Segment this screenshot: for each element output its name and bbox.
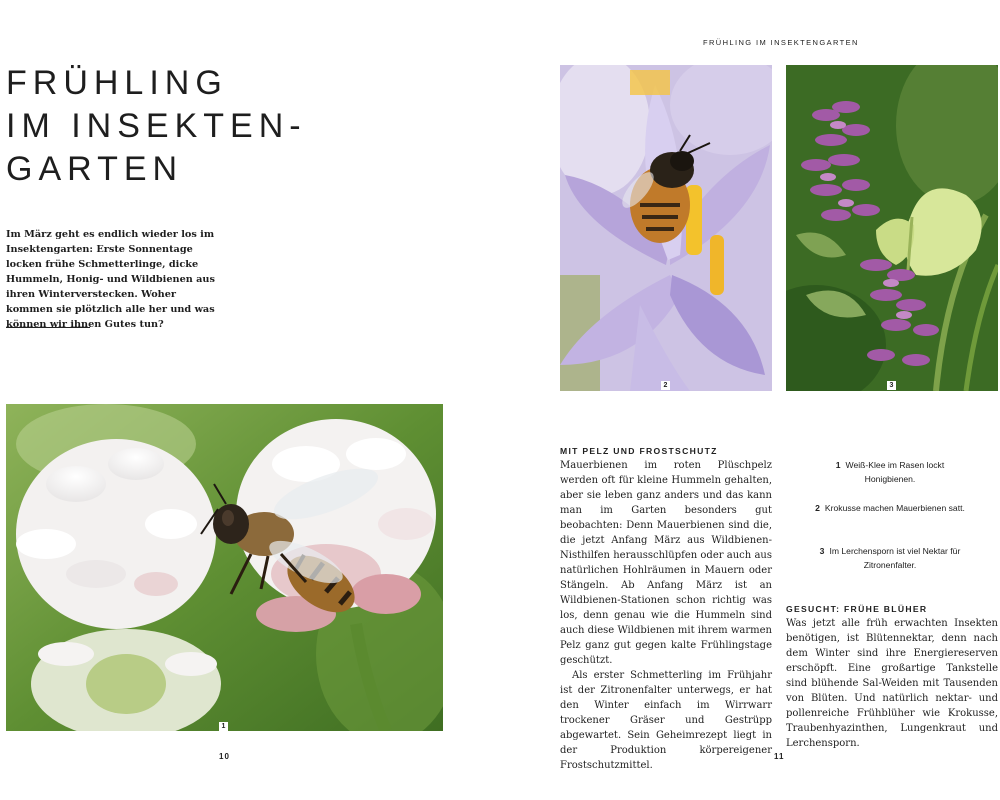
running-head: FRÜHLING IM INSEKTENGARTEN bbox=[703, 38, 859, 47]
title-line-3: GARTEN bbox=[6, 150, 184, 188]
caption-3-number: 3 bbox=[819, 546, 825, 556]
photo-number-1: 1 bbox=[219, 722, 228, 731]
caption-2 bbox=[810, 501, 970, 515]
section-heading-blueher: GESUCHT: FRÜHE BLÜHER bbox=[786, 604, 928, 614]
photo-number-3: 3 bbox=[887, 381, 896, 390]
photo-bee-crocus bbox=[560, 65, 772, 391]
title-line-1: FRÜHLING bbox=[6, 64, 228, 102]
caption-3 bbox=[810, 544, 970, 572]
caption-1 bbox=[810, 458, 970, 486]
page-title bbox=[6, 62, 307, 191]
page-number-left: 10 bbox=[219, 752, 230, 761]
section-body-blueher bbox=[786, 616, 998, 751]
caption-2-text: Krokusse machen Mauerbienen satt. bbox=[824, 503, 965, 513]
section-heading-pelz: MIT PELZ UND FROSTSCHUTZ bbox=[560, 446, 718, 456]
section-body-pelz bbox=[560, 458, 772, 773]
section-pelz-paragraph-2: Als erster Schmetterling im Frühjahr ist der Zitronenfalter unterwegs, er hat den Winter einfach im Wirrwarr trockener Gräser und Gestrüpp abgewartet. Sein Geheimrezept liegt in der Produktion körpereigener Frostschutzmittel. bbox=[560, 670, 772, 771]
section-blueher-paragraph-1: Was jetzt alle früh erwachten Insekten benötigen, ist Blütennektar, denn nach dem Winter sind ihre Energiereserven erschöpft. Eine großartige Tankstelle sind blühende Sal-Weiden mit Tausenden von Blüten. Und natürlich nektar- und pollenreiche Frühblüher wie Krokusse, Traubenhyazinthen, Lungenkraut und Lerchensporn. bbox=[786, 618, 998, 749]
photo-bee-crocus-image bbox=[560, 65, 772, 391]
photo-bee-clover-image bbox=[6, 404, 443, 731]
photo-number-2: 2 bbox=[661, 381, 670, 390]
caption-1-number: 1 bbox=[835, 460, 841, 470]
caption-2-number: 2 bbox=[815, 503, 820, 513]
photo-bee-clover bbox=[6, 404, 443, 731]
caption-1-text: Weiß-Klee im Rasen lockt Honigbienen. bbox=[845, 460, 945, 484]
photo-butterfly-corydalis-image bbox=[786, 65, 998, 391]
title-line-2: IM INSEKTEN- bbox=[6, 107, 307, 145]
caption-3-text: Im Lerchensporn ist viel Nektar für Zitronenfalter. bbox=[829, 546, 961, 570]
intro-rule bbox=[6, 327, 90, 328]
intro-text: Im März geht es endlich wieder los im Insektengarten: Erste Sonnentage locken frühe Schmetterlinge, dicke Hummeln, Honig- und Wildbienen aus ihren Winterverstecken. Woher kommen sie plötzlich alle her und was können wir ihnen Gutes tun? bbox=[6, 229, 215, 330]
page-number-right: 11 bbox=[774, 752, 785, 761]
photo-butterfly-corydalis bbox=[786, 65, 998, 391]
section-pelz-paragraph-1: Mauerbienen im roten Plüschpelz werden oft für kleine Hummeln gehalten, aber sie leben ganz anders und das kann man im Garten besonders gut beobachten: Denn Mauerbienen sind die, die jetzt Anfang März aus Wildbienen-Nisthilfen herausschlüpfen oder auch aus natürlichen Hohlräumen in Mauern oder Stängeln. Ab Anfang März ist an Wildbienen-Stationen schon richtig was los, denn genau wie die Hummeln sind auch diese Wildbienen mit ihrem warmen Pelz ganz gut gegen kalte Frühlingstage geschützt. bbox=[560, 460, 772, 666]
